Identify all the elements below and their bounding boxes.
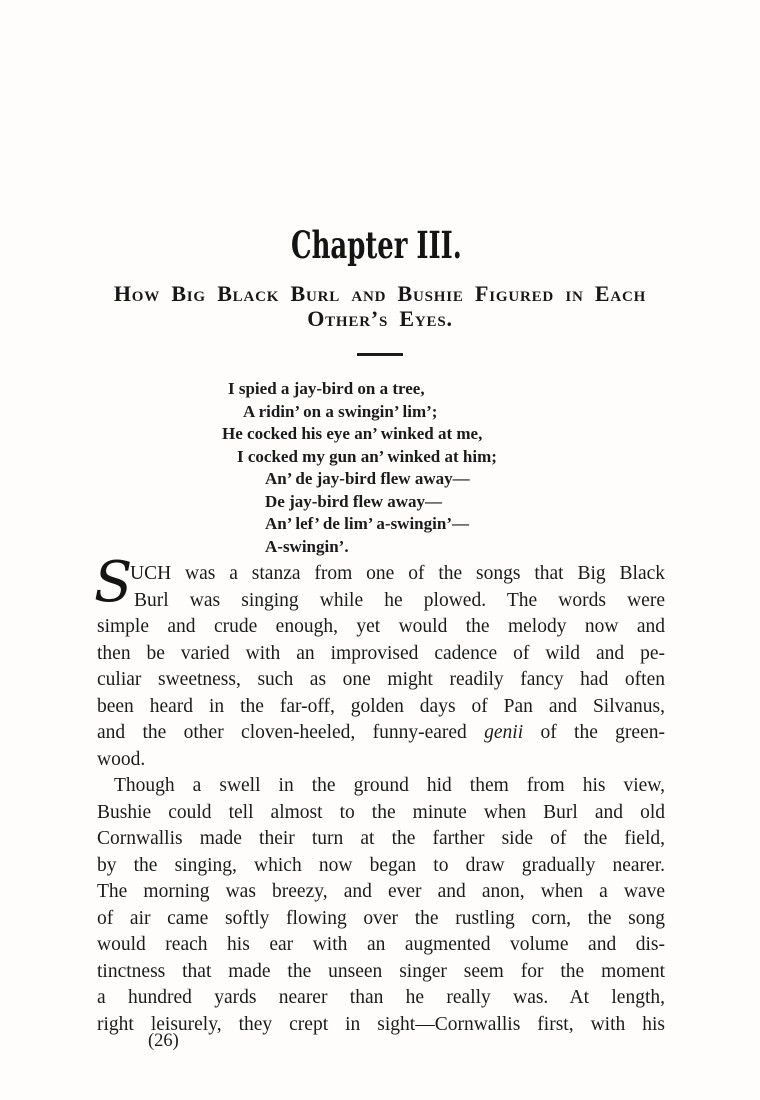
body-line: been heard in the far-off, golden days of Pan and Silvanus, bbox=[97, 695, 665, 717]
body-line: right leisurely, they crept in sight—Cornwallis first, with his bbox=[97, 1013, 665, 1035]
chapter-subtitle-line1: How Big Black Burl and Bushie Figured in Each bbox=[113, 281, 647, 306]
chapter-subtitle-line2: Other’s Eyes. bbox=[307, 306, 453, 331]
body-line: Burl was singing while he plowed. The words were bbox=[134, 589, 665, 611]
poem-line: He cocked his eye an’ winked at me, bbox=[222, 424, 483, 443]
body-line-segment: and the other cloven-heeled, funny-eared bbox=[97, 722, 485, 743]
body-line bbox=[97, 720, 665, 747]
body-line: culiar sweetness, such as one might readily fancy had often bbox=[97, 669, 665, 690]
body-line: Cornwallis made their turn at the farther side of the field, bbox=[97, 828, 665, 849]
body-line: wood. bbox=[97, 748, 146, 770]
poem-line: A-swingin’. bbox=[265, 536, 349, 556]
poem-line: A ridin’ on a swingin’ lim’; bbox=[243, 401, 438, 421]
italic-word: genii bbox=[484, 722, 524, 743]
poem-line: An’ de jay-bird flew away— bbox=[265, 469, 470, 488]
body-text bbox=[94, 550, 665, 1038]
body-line: tinctness that made the unseen singer seem for the moment bbox=[97, 960, 665, 982]
body-line-segment: of the green- bbox=[523, 722, 665, 743]
epigraph-poem bbox=[222, 378, 497, 558]
body-line: UCH was a stanza from one of the songs that Big Black bbox=[130, 563, 665, 584]
body-line: simple and crude enough, yet would the melody now and bbox=[97, 616, 665, 637]
body-line: of air came softly flowing over the rustling corn, the song bbox=[97, 907, 665, 929]
body-line: a hundred yards nearer than he really was. At length, bbox=[97, 987, 665, 1008]
drop-cap-initial: S bbox=[94, 550, 133, 615]
body-line: then be varied with an improvised cadence of wild and pe- bbox=[97, 642, 665, 664]
chapter-subtitle bbox=[0, 281, 760, 331]
body-line: The morning was breezy, and ever and anon, when a wave bbox=[97, 881, 665, 902]
body-line: Though a swell in the ground hid them from his view, bbox=[114, 775, 665, 796]
chapter-heading: Chapter III. bbox=[290, 223, 462, 267]
body-line: by the singing, which now began to draw gradually nearer. bbox=[97, 854, 665, 876]
body-line: Bushie could tell almost to the minute when Burl and old bbox=[97, 801, 665, 823]
body-line: would reach his ear with an augmented volume and dis- bbox=[97, 934, 665, 955]
paragraph-2 bbox=[97, 773, 665, 1038]
poem-line: I cocked my gun an’ winked at him; bbox=[237, 446, 497, 466]
poem-line: An’ lef’ de lim’ a-swingin’— bbox=[265, 514, 469, 533]
paragraph-1 bbox=[94, 550, 665, 773]
poem-line: De jay-bird flew away— bbox=[265, 491, 443, 511]
page-number: (26) bbox=[148, 1031, 179, 1051]
section-divider-rule bbox=[357, 353, 403, 356]
poem-line: I spied a jay-bird on a tree, bbox=[228, 379, 425, 398]
